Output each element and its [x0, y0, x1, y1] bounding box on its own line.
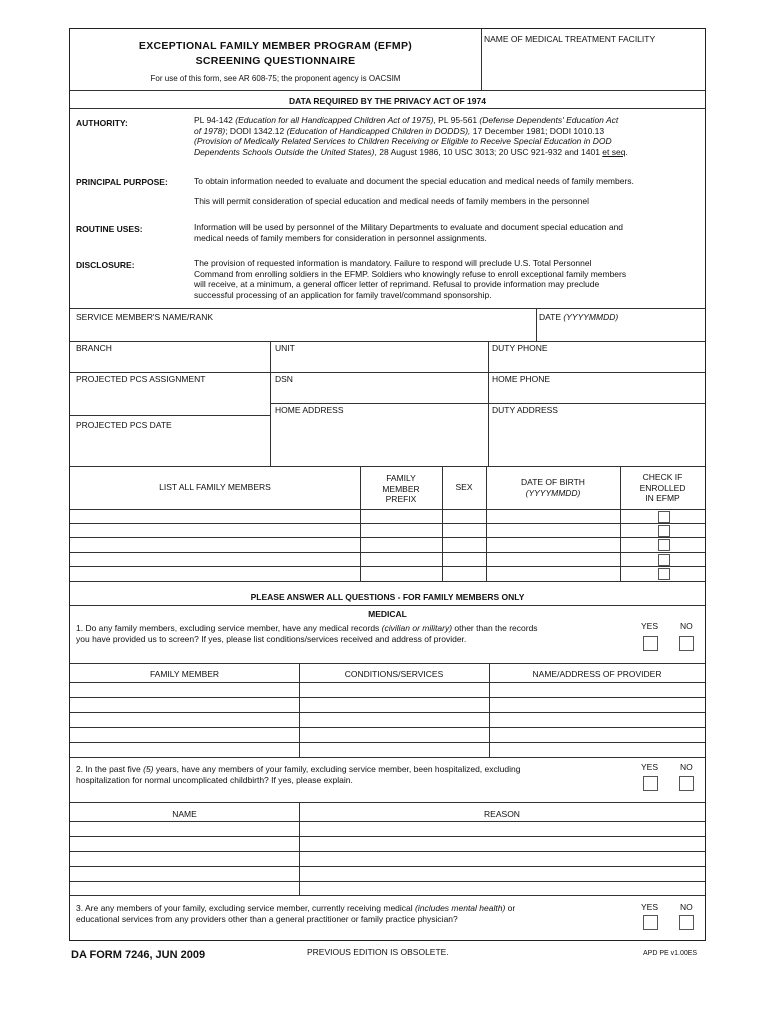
- col-family-prefix: FAMILY MEMBER PREFIX: [382, 473, 420, 504]
- q2-col-name: NAME: [172, 809, 197, 819]
- pcs-assignment-label: PROJECTED PCS ASSIGNMENT: [76, 374, 206, 384]
- home-phone-field[interactable]: [489, 385, 704, 401]
- duty-address-label: DUTY ADDRESS: [492, 405, 558, 415]
- q2-no-label: NO: [680, 762, 693, 772]
- branch-label: BRANCH: [76, 343, 112, 353]
- questions-heading: PLEASE ANSWER ALL QUESTIONS - FOR FAMILY MEMBERS ONLY: [250, 592, 525, 602]
- q1-answer-rows[interactable]: [71, 683, 704, 757]
- pcs-assignment-field[interactable]: [71, 385, 269, 413]
- medical-heading: MEDICAL: [368, 609, 407, 619]
- q1-col-provider: NAME/ADDRESS OF PROVIDER: [532, 669, 662, 679]
- q1-col-conditions: CONDITIONS/SERVICES: [344, 669, 444, 679]
- purpose-text-1: To obtain information needed to evaluate and document the special education and medical needs of family members.: [194, 176, 634, 186]
- disclosure-text: The provision of requested information is mandatory. Failure to respond will preclude U.S. Total Personnel Command from enrolling soldiers in the EFMP. Soldiers who knowingly refuse to enroll exceptional family members will receive, at a minimum, a general officer letter of reprimand. Refusal to provide information may preclude successful processing of an application for family travel/command sponsorship.: [194, 258, 627, 300]
- q1-yes-label: YES: [641, 621, 659, 631]
- enrolled-checkbox-2[interactable]: [658, 525, 670, 537]
- dsn-field[interactable]: [271, 385, 487, 401]
- duty-phone-label: DUTY PHONE: [492, 343, 548, 353]
- question-3: 3. Are any members of your family, excluding service member, currently receiving medical (includes mental health) or educational services from any providers other than a general practitioner or family practice physician?: [76, 903, 516, 924]
- privacy-heading: DATA REQUIRED BY THE PRIVACY ACT OF 1974: [289, 96, 486, 106]
- purpose-label: PRINCIPAL PURPOSE:: [76, 177, 168, 187]
- home-phone-label: HOME PHONE: [492, 374, 551, 384]
- efmp-form: [69, 28, 706, 941]
- facility-field[interactable]: [482, 43, 704, 89]
- home-address-field[interactable]: [271, 416, 487, 466]
- date-field[interactable]: [537, 323, 704, 339]
- date-label: DATE (YYYYMMDD): [539, 312, 619, 322]
- q2-yes-label: YES: [641, 762, 659, 772]
- form-id: DA FORM 7246, JUN 2009: [71, 949, 206, 961]
- question-1: 1. Do any family members, excluding service member, have any medical records (civilian or military) other than the records you have provided us to screen? If yes, please list conditions/services received and address of provider.: [76, 623, 538, 644]
- q1-no-label: NO: [680, 621, 693, 631]
- q3-no-label: NO: [680, 902, 693, 912]
- q1-col-family-member: FAMILY MEMBER: [149, 669, 220, 679]
- q2-yes-checkbox[interactable]: [643, 776, 658, 791]
- routine-text: Information will be used by personnel of the Military Departments to evaluate and document special education and medical needs of family members for consideration in personnel assignments.: [194, 222, 624, 243]
- name-rank-label: SERVICE MEMBER'S NAME/RANK: [76, 312, 214, 322]
- q2-no-checkbox[interactable]: [679, 776, 694, 791]
- enrolled-checkbox-5[interactable]: [658, 568, 670, 580]
- enrolled-checkbox-4[interactable]: [658, 554, 670, 566]
- q2-answer-rows[interactable]: [71, 822, 704, 894]
- col-dob: DATE OF BIRTH (YYYYMMDD): [521, 477, 585, 498]
- q1-no-checkbox[interactable]: [679, 636, 694, 651]
- col-list-family: LIST ALL FAMILY MEMBERS: [159, 482, 271, 492]
- branch-field[interactable]: [71, 354, 269, 370]
- form-subtitle: SCREENING QUESTIONNAIRE: [195, 55, 356, 67]
- unit-label: UNIT: [275, 343, 295, 353]
- q3-yes-checkbox[interactable]: [643, 915, 658, 930]
- dsn-label: DSN: [275, 374, 293, 384]
- q3-yes-label: YES: [641, 902, 659, 912]
- form-title: EXCEPTIONAL FAMILY MEMBER PROGRAM (EFMP): [138, 40, 413, 52]
- name-rank-field[interactable]: [71, 323, 535, 339]
- obsolete-note: PREVIOUS EDITION IS OBSOLETE.: [307, 947, 449, 957]
- q3-no-checkbox[interactable]: [679, 915, 694, 930]
- pcs-date-field[interactable]: [71, 431, 269, 466]
- enrolled-checkbox-3[interactable]: [658, 539, 670, 551]
- home-address-label: HOME ADDRESS: [275, 405, 344, 415]
- col-sex: SEX: [455, 482, 473, 492]
- enrolled-checkbox-1[interactable]: [658, 511, 670, 523]
- disclosure-label: DISCLOSURE:: [76, 260, 135, 270]
- family-members-rows[interactable]: [71, 510, 359, 580]
- q2-col-reason: REASON: [484, 809, 520, 819]
- duty-phone-field[interactable]: [489, 354, 704, 370]
- duty-address-field[interactable]: [489, 416, 704, 466]
- facility-label: NAME OF MEDICAL TREATMENT FACILITY: [484, 34, 656, 44]
- col-enrolled: CHECK IF ENROLLED IN EFMP: [639, 472, 686, 503]
- use-note: For use of this form, see AR 608-75; the proponent agency is OACSIM: [150, 74, 401, 83]
- version-note: APD PE v1.00ES: [643, 950, 698, 957]
- pcs-date-label: PROJECTED PCS DATE: [76, 420, 172, 430]
- routine-label: ROUTINE USES:: [76, 224, 143, 234]
- authority-label: AUTHORITY:: [76, 118, 128, 128]
- authority-text: PL 94-142 (Education for all Handicapped Children Act of 1975), PL 95-561 (Defense Dependents' Education Act of 1978); DODI 1342.12 (Education of Handicapped Children in DODDS), 17 December 1981; DODI 1010.13 (Provision of Medically Related Services to Children Receiving or Eligible to Receive Special Education in DOD Dependents Schools Outside the United States), 28 August 1986, 10 USC 3013; 20 USC 921-932 and 1401 et seq.: [194, 115, 628, 157]
- purpose-text-2: This will permit consideration of special education and medical needs of family members in the personnel: [194, 196, 589, 206]
- question-2: 2. In the past five (5) years, have any members of your family, excluding service member, been hospitalized, excluding hospitalization for normal uncomplicated childbirth? If yes, please explain.: [76, 764, 521, 785]
- q1-yes-checkbox[interactable]: [643, 636, 658, 651]
- unit-field[interactable]: [271, 354, 487, 370]
